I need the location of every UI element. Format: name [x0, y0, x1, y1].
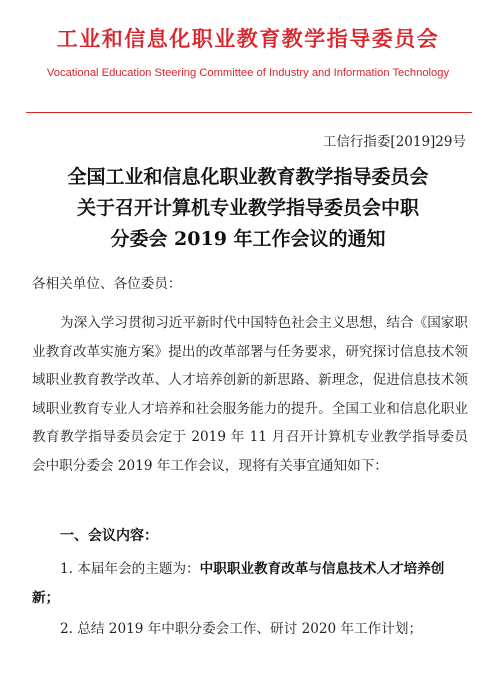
title-line-1: 全国工业和信息化职业教育教学指导委员会: [67, 166, 429, 188]
letterhead-divider: [26, 112, 472, 113]
org-name-chinese: 工业和信息化职业教育教学指导委员会: [56, 27, 440, 51]
title-line-3: 分委会 2019 年工作会议的通知: [110, 228, 386, 250]
letterhead: [0, 26, 496, 80]
salutation: 各相关单位、各位委员：: [32, 276, 182, 292]
document-number: 工信行指委[2019]29号: [322, 134, 466, 150]
list-item-emphasis: 中职职业教育改革与信息技术人才培养创新；: [32, 561, 445, 606]
document-title: [0, 162, 496, 255]
section-heading-meeting-content: 一、会议内容：: [60, 528, 158, 544]
title-line-2: 关于召开计算机专业教学指导委员会中职: [76, 197, 419, 219]
org-name-english: Vocational Education Steering Committee of Industry and Information Technology: [46, 67, 450, 79]
list-item-text: 2. 总结 2019 年中职分委会工作、研讨 2020 年工作计划；: [60, 621, 423, 637]
list-item-text: 1. 本届年会的主题为：: [60, 561, 200, 577]
list-item: [32, 555, 468, 613]
list-item: [32, 615, 468, 644]
intro-paragraph: 为深入学习贯彻习近平新时代中国特色社会主义思想，结合《国家职业教育改革实施方案》提出的改革部署与任务要求，研究探讨信息技术领域职业教育教学改革、人才培养创新的新思路、新理念，促进信息技术领域职业教育专业人才培养和社会服务能力的提升。全国工业和信息化职业教育教学指导委员会定于 2019 年 11 月召开计算机专业教学指导委员会中职分委会 2019 年工作会议，现将有关事宜通知如下：: [32, 315, 468, 474]
